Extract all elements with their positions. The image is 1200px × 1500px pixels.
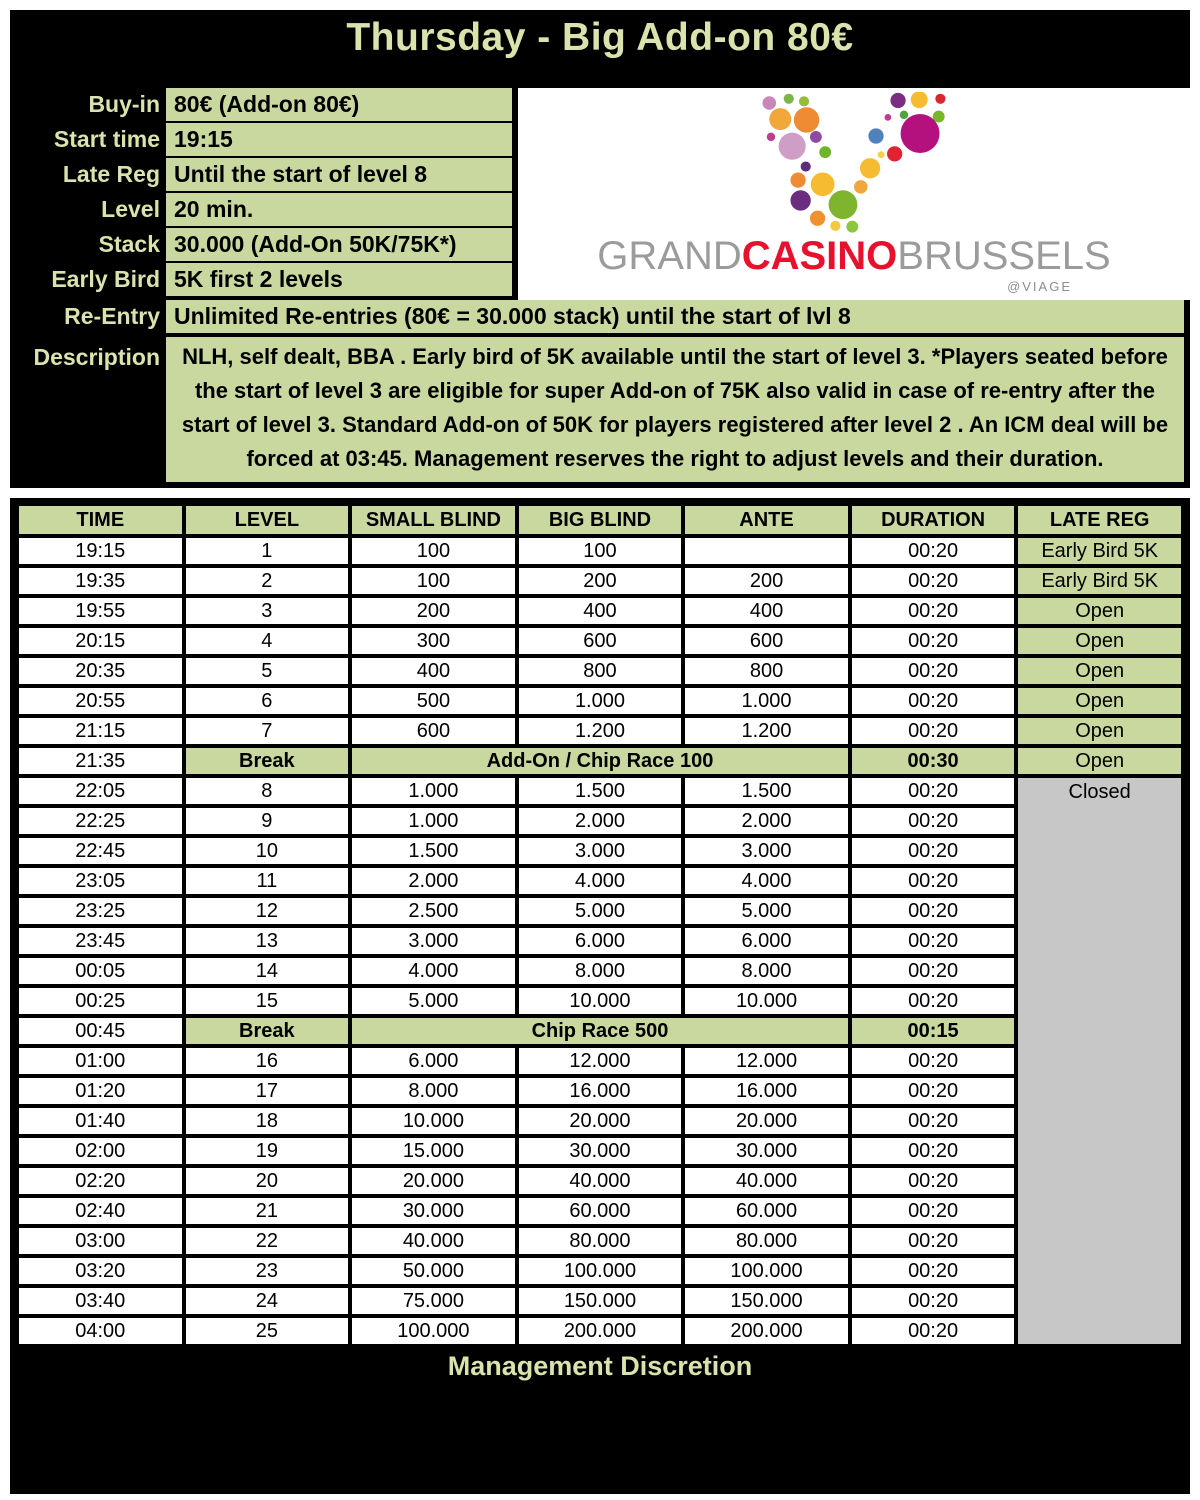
ante-cell: 8.000 (683, 956, 850, 986)
header-level: LEVEL (184, 504, 351, 536)
duration-cell: 00:20 (850, 926, 1017, 956)
big-blind-cell: 20.000 (517, 1106, 684, 1136)
small-blind-cell: 30.000 (350, 1196, 517, 1226)
duration-cell: 00:20 (850, 686, 1017, 716)
level-cell: 4 (184, 626, 351, 656)
small-blind-cell: 1.000 (350, 776, 517, 806)
late-reg-cell: Open (1016, 716, 1183, 746)
big-blind-cell: 200 (517, 566, 684, 596)
small-blind-cell: 100 (350, 566, 517, 596)
big-blind-cell: 800 (517, 656, 684, 686)
info-value-early-bird: 5K first 2 levels (166, 263, 512, 296)
duration-cell: 00:20 (850, 566, 1017, 596)
duration-cell: 00:20 (850, 836, 1017, 866)
duration-cell: 00:20 (850, 1076, 1017, 1106)
duration-cell: 00:15 (850, 1016, 1017, 1046)
small-blind-cell: 400 (350, 656, 517, 686)
big-blind-cell: 8.000 (517, 956, 684, 986)
level-cell: 12 (184, 896, 351, 926)
level-cell: 14 (184, 956, 351, 986)
time-cell: 02:20 (17, 1166, 184, 1196)
late-reg-cell: Open (1016, 626, 1183, 656)
time-cell: 23:25 (17, 896, 184, 926)
duration-cell: 00:20 (850, 1166, 1017, 1196)
level-cell: 22 (184, 1226, 351, 1256)
time-cell: 20:35 (17, 656, 184, 686)
time-cell: 03:20 (17, 1256, 184, 1286)
big-blind-cell: 3.000 (517, 836, 684, 866)
info-value-re-entry: Unlimited Re-entries (80€ = 30.000 stack) until the start of lvl 8 (166, 300, 1184, 333)
level-row (17, 1136, 1183, 1166)
level-row (17, 926, 1183, 956)
small-blind-cell: 300 (350, 626, 517, 656)
level-row (17, 1076, 1183, 1106)
ante-cell: 40.000 (683, 1166, 850, 1196)
big-blind-cell: 400 (517, 596, 684, 626)
info-label-re-entry: Re-Entry (64, 303, 160, 329)
level-cell: 2 (184, 566, 351, 596)
level-row (17, 596, 1183, 626)
small-blind-cell: 8.000 (350, 1076, 517, 1106)
break-row (17, 746, 1183, 776)
small-blind-cell: 600 (350, 716, 517, 746)
level-row (17, 686, 1183, 716)
level-cell: 19 (184, 1136, 351, 1166)
level-cell: 7 (184, 716, 351, 746)
small-blind-cell: 20.000 (350, 1166, 517, 1196)
level-row (17, 1256, 1183, 1286)
level-cell: 13 (184, 926, 351, 956)
big-blind-cell: 200.000 (517, 1316, 684, 1346)
big-blind-cell: 30.000 (517, 1136, 684, 1166)
break-activity-cell: Add-On / Chip Race 100 (350, 746, 850, 776)
level-cell: 16 (184, 1046, 351, 1076)
schedule-panel (10, 498, 1190, 1494)
casino-logo (518, 88, 1190, 300)
time-cell: 02:40 (17, 1196, 184, 1226)
small-blind-cell: 15.000 (350, 1136, 517, 1166)
info-label-early-bird: Early Bird (51, 266, 160, 292)
level-row (17, 956, 1183, 986)
level-row (17, 896, 1183, 926)
ante-cell: 150.000 (683, 1286, 850, 1316)
level-cell: 5 (184, 656, 351, 686)
big-blind-cell: 1.000 (517, 686, 684, 716)
big-blind-cell: 150.000 (517, 1286, 684, 1316)
small-blind-cell: 1.000 (350, 806, 517, 836)
small-blind-cell: 100.000 (350, 1316, 517, 1346)
duration-cell: 00:20 (850, 626, 1017, 656)
header-panel (10, 10, 1190, 488)
big-blind-cell: 2.000 (517, 806, 684, 836)
ante-cell: 1.200 (683, 716, 850, 746)
casino-logo-v-dots-icon (740, 92, 968, 236)
ante-cell: 100.000 (683, 1256, 850, 1286)
break-label-cell: Break (184, 1016, 351, 1046)
ante-cell: 1.500 (683, 776, 850, 806)
time-cell: 22:05 (17, 776, 184, 806)
small-blind-cell: 2.500 (350, 896, 517, 926)
level-row (17, 1316, 1183, 1346)
info-value-start-time: 19:15 (166, 123, 512, 156)
footer-note: Management Discretion (447, 1351, 753, 1381)
ante-cell: 1.000 (683, 686, 850, 716)
logo-word-grand: GRAND (597, 234, 742, 278)
ante-cell: 10.000 (683, 986, 850, 1016)
level-cell: 15 (184, 986, 351, 1016)
ante-cell: 12.000 (683, 1046, 850, 1076)
duration-cell: 00:20 (850, 1136, 1017, 1166)
level-row (17, 1166, 1183, 1196)
duration-cell: 00:20 (850, 1316, 1017, 1346)
small-blind-cell: 4.000 (350, 956, 517, 986)
level-row (17, 1226, 1183, 1256)
late-reg-cell: Open (1016, 596, 1183, 626)
time-cell: 20:15 (17, 626, 184, 656)
logo-word-casino: CASINO (741, 234, 898, 278)
level-cell: 23 (184, 1256, 351, 1286)
level-cell: 6 (184, 686, 351, 716)
time-cell: 00:45 (17, 1016, 184, 1046)
level-cell: 20 (184, 1166, 351, 1196)
ante-cell: 60.000 (683, 1196, 850, 1226)
small-blind-cell: 5.000 (350, 986, 517, 1016)
level-row (17, 836, 1183, 866)
level-cell: 8 (184, 776, 351, 806)
level-row (17, 716, 1183, 746)
ante-cell: 80.000 (683, 1226, 850, 1256)
level-row (17, 806, 1183, 836)
duration-cell: 00:20 (850, 986, 1017, 1016)
time-cell: 21:15 (17, 716, 184, 746)
duration-cell: 00:20 (850, 1046, 1017, 1076)
level-cell: 24 (184, 1286, 351, 1316)
small-blind-cell: 75.000 (350, 1286, 517, 1316)
level-row (17, 866, 1183, 896)
ante-cell: 30.000 (683, 1136, 850, 1166)
small-blind-cell: 2.000 (350, 866, 517, 896)
level-row (17, 566, 1183, 596)
header-ante: ANTE (683, 504, 850, 536)
duration-cell: 00:20 (850, 896, 1017, 926)
ante-cell: 4.000 (683, 866, 850, 896)
big-blind-cell: 60.000 (517, 1196, 684, 1226)
level-row (17, 1106, 1183, 1136)
break-activity-cell: Chip Race 500 (350, 1016, 850, 1046)
level-cell: 21 (184, 1196, 351, 1226)
level-row (17, 1196, 1183, 1226)
level-cell: 17 (184, 1076, 351, 1106)
time-cell: 01:00 (17, 1046, 184, 1076)
big-blind-cell: 5.000 (517, 896, 684, 926)
duration-cell: 00:30 (850, 746, 1017, 776)
ante-cell: 16.000 (683, 1076, 850, 1106)
time-cell: 19:15 (17, 536, 184, 566)
info-value-level: 20 min. (166, 193, 512, 226)
duration-cell: 00:20 (850, 656, 1017, 686)
duration-cell: 00:20 (850, 1226, 1017, 1256)
level-row (17, 776, 1183, 806)
level-row (17, 536, 1183, 566)
level-cell: 9 (184, 806, 351, 836)
time-cell: 01:20 (17, 1076, 184, 1106)
time-cell: 04:00 (17, 1316, 184, 1346)
small-blind-cell: 200 (350, 596, 517, 626)
duration-cell: 00:20 (850, 1106, 1017, 1136)
header-duration: DURATION (850, 504, 1017, 536)
duration-cell: 00:20 (850, 536, 1017, 566)
small-blind-cell: 10.000 (350, 1106, 517, 1136)
casino-logo-wordmark (597, 236, 1110, 276)
late-reg-cell: Closed (1016, 776, 1183, 1346)
small-blind-cell: 40.000 (350, 1226, 517, 1256)
time-cell: 23:45 (17, 926, 184, 956)
time-cell: 02:00 (17, 1136, 184, 1166)
blind-structure-table (15, 502, 1185, 1348)
ante-cell: 200.000 (683, 1316, 850, 1346)
schedule-header-row (17, 504, 1183, 536)
time-cell: 22:25 (17, 806, 184, 836)
level-row (17, 1286, 1183, 1316)
big-blind-cell: 100 (517, 536, 684, 566)
ante-cell: 6.000 (683, 926, 850, 956)
level-row (17, 1046, 1183, 1076)
time-cell: 19:35 (17, 566, 184, 596)
duration-cell: 00:20 (850, 956, 1017, 986)
duration-cell: 00:20 (850, 1196, 1017, 1226)
big-blind-cell: 12.000 (517, 1046, 684, 1076)
duration-cell: 00:20 (850, 1286, 1017, 1316)
late-reg-cell: Open (1016, 656, 1183, 686)
level-cell: 1 (184, 536, 351, 566)
late-reg-cell: Open (1016, 686, 1183, 716)
header-small-blind: SMALL BLIND (350, 504, 517, 536)
duration-cell: 00:20 (850, 866, 1017, 896)
page-title: Thursday - Big Add-on 80€ (346, 16, 854, 59)
time-cell: 03:00 (17, 1226, 184, 1256)
level-row (17, 656, 1183, 686)
big-blind-cell: 40.000 (517, 1166, 684, 1196)
ante-cell: 20.000 (683, 1106, 850, 1136)
small-blind-cell: 50.000 (350, 1256, 517, 1286)
small-blind-cell: 1.500 (350, 836, 517, 866)
big-blind-cell: 4.000 (517, 866, 684, 896)
duration-cell: 00:20 (850, 716, 1017, 746)
info-value-buy-in: 80€ (Add-on 80€) (166, 88, 512, 121)
big-blind-cell: 1.200 (517, 716, 684, 746)
ante-cell: 5.000 (683, 896, 850, 926)
time-cell: 01:40 (17, 1106, 184, 1136)
big-blind-cell: 10.000 (517, 986, 684, 1016)
header-big-blind: BIG BLIND (517, 504, 684, 536)
ante-cell (683, 536, 850, 566)
late-reg-cell: Open (1016, 746, 1183, 776)
duration-cell: 00:20 (850, 806, 1017, 836)
info-label-level: Level (101, 196, 160, 222)
level-cell: 3 (184, 596, 351, 626)
level-row (17, 986, 1183, 1016)
big-blind-cell: 6.000 (517, 926, 684, 956)
duration-cell: 00:20 (850, 776, 1017, 806)
info-label-buy-in: Buy-in (88, 91, 160, 117)
schedule-table-body (17, 536, 1183, 1346)
ante-cell: 600 (683, 626, 850, 656)
header-late-reg: LATE REG (1016, 504, 1183, 536)
small-blind-cell: 6.000 (350, 1046, 517, 1076)
big-blind-cell: 80.000 (517, 1226, 684, 1256)
ante-cell: 2.000 (683, 806, 850, 836)
ante-cell: 3.000 (683, 836, 850, 866)
info-label-start-time: Start time (53, 126, 160, 152)
time-cell: 22:45 (17, 836, 184, 866)
level-cell: 10 (184, 836, 351, 866)
info-label-late-reg: Late Reg (62, 161, 160, 187)
level-cell: 18 (184, 1106, 351, 1136)
big-blind-cell: 600 (517, 626, 684, 656)
ante-cell: 200 (683, 566, 850, 596)
level-cell: 25 (184, 1316, 351, 1346)
late-reg-cell: Early Bird 5K (1016, 566, 1183, 596)
header-time: TIME (17, 504, 184, 536)
ante-cell: 400 (683, 596, 850, 626)
small-blind-cell: 500 (350, 686, 517, 716)
late-reg-cell: Early Bird 5K (1016, 536, 1183, 566)
logo-word-brussels: BRUSSELS (897, 234, 1111, 278)
small-blind-cell: 100 (350, 536, 517, 566)
big-blind-cell: 1.500 (517, 776, 684, 806)
break-label-cell: Break (184, 746, 351, 776)
duration-cell: 00:20 (850, 1256, 1017, 1286)
big-blind-cell: 100.000 (517, 1256, 684, 1286)
ante-cell: 800 (683, 656, 850, 686)
info-label-stack: Stack (98, 231, 160, 257)
time-cell: 21:35 (17, 746, 184, 776)
level-cell: 11 (184, 866, 351, 896)
level-row (17, 626, 1183, 656)
small-blind-cell: 3.000 (350, 926, 517, 956)
time-cell: 03:40 (17, 1286, 184, 1316)
time-cell: 23:05 (17, 866, 184, 896)
break-row (17, 1016, 1183, 1046)
big-blind-cell: 16.000 (517, 1076, 684, 1106)
info-value-stack: 30.000 (Add-On 50K/75K*) (166, 228, 512, 261)
time-cell: 19:55 (17, 596, 184, 626)
info-value-late-reg: Until the start of level 8 (166, 158, 512, 191)
duration-cell: 00:20 (850, 596, 1017, 626)
time-cell: 00:05 (17, 956, 184, 986)
logo-subtext: @VIAGE (1007, 279, 1072, 294)
time-cell: 00:25 (17, 986, 184, 1016)
time-cell: 20:55 (17, 686, 184, 716)
info-value-description: NLH, self dealt, BBA . Early bird of 5K available until the start of level 3. *Players seated before the start of level 3 are eligible for super Add-on of 75K also valid in case of re-entry after the start of level 3. Standard Add-on of 50K for players registered after level 2 . An ICM deal will be forced at 03:45. Management reserves the right to adjust levels and their duration. (166, 337, 1184, 482)
info-label-description: Description (33, 344, 160, 370)
